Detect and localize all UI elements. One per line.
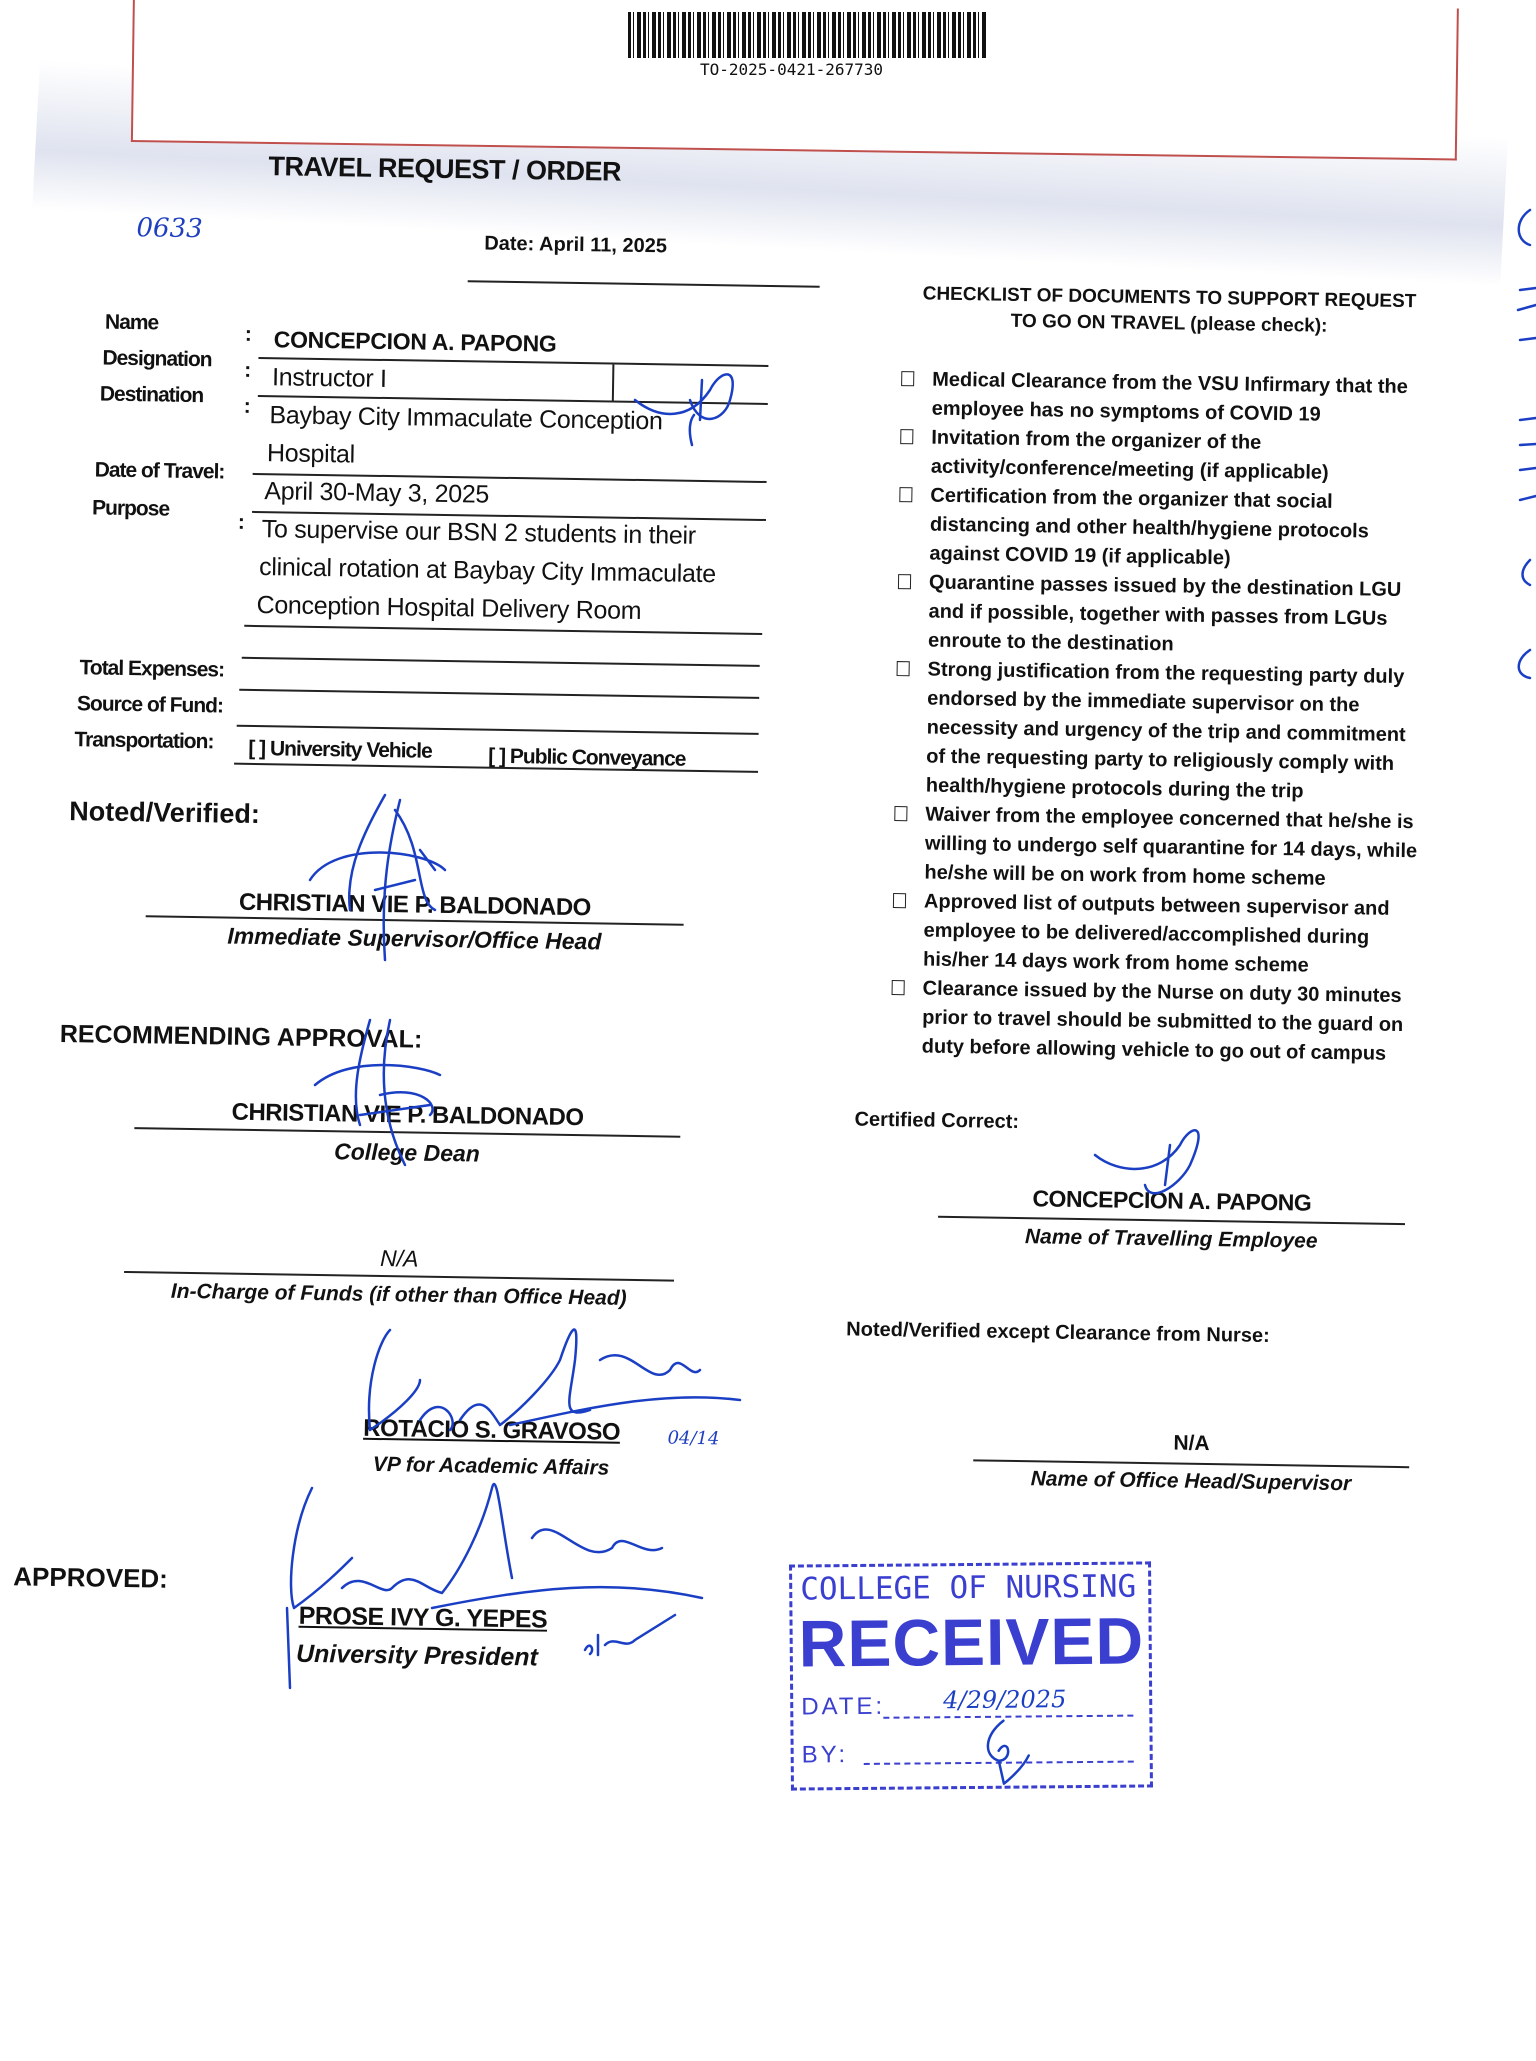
transportation-label: Transportation:: [74, 728, 214, 754]
dean-signature: [310, 1015, 460, 1175]
purpose-underline: [244, 625, 762, 635]
checklist-item-line: Invitation from the organizer of the: [931, 426, 1262, 454]
purpose-line-2: clinical rotation at Baybay City Immaculate: [258, 553, 717, 589]
purpose-line-1: To supervise our BSN 2 students in their: [261, 515, 697, 550]
approved-label: APPROVED:: [13, 1561, 169, 1594]
checklist-item-line: prior to travel should be submitted to the guard on: [922, 1006, 1404, 1037]
name-label: Name: [104, 310, 159, 335]
destination-label: Destination: [99, 382, 204, 408]
colon: :: [218, 460, 225, 484]
checklist-item-line: necessity and urgency of the trip and commitment: [926, 716, 1406, 747]
blank-line: [242, 657, 760, 667]
checklist-item-line: Clearance issued by the Nurse on duty 30 minutes: [922, 977, 1402, 1008]
colon: :: [243, 394, 250, 418]
stamp-office: COLLEGE OF NURSING: [800, 1568, 1137, 1608]
designation-label: Designation: [102, 346, 212, 372]
name-value: CONCEPCION A. PAPONG: [273, 326, 557, 357]
employee-role: Name of Travelling Employee: [1024, 1225, 1318, 1253]
checklist-item-line: distancing and other health/hygiene protocols: [929, 513, 1369, 543]
transport-option-university-vehicle[interactable]: [ ] University Vehicle: [248, 736, 432, 763]
signature-line: [938, 1216, 1405, 1225]
checklist-item-line: Waiver from the employee concerned that he/she is: [925, 803, 1414, 834]
checklist-checkbox[interactable]: [894, 806, 907, 821]
date-value: April 11, 2025: [538, 233, 668, 258]
funds-role: In-Charge of Funds (if other than Office Head): [170, 1279, 627, 1310]
checklist-title-line: TO GO ON TRAVEL (please check):: [1010, 310, 1328, 337]
checklist-item: [892, 887, 1493, 983]
checklist-item: [895, 655, 1497, 809]
stamp-received-by-signature: [973, 1715, 1034, 1786]
total-expenses-label: Total Expenses:: [79, 656, 225, 682]
stamp-status: RECEIVED: [798, 1603, 1145, 1681]
form-title: TRAVEL REQUEST / ORDER: [268, 151, 622, 187]
certified-correct-label: Certified Correct:: [854, 1108, 1020, 1134]
checklist-item-line: Certification from the organizer that social: [930, 484, 1333, 513]
purpose-line-3: Conception Hospital Delivery Room: [256, 591, 642, 626]
checklist-item-line: endorsed by the immediate supervisor on the: [927, 687, 1360, 717]
vp-name: ROTACIO S. GRAVOSO: [363, 1414, 621, 1446]
checklist-item-line: he/she will be on work from home scheme: [924, 861, 1326, 890]
checklist-checkbox[interactable]: [898, 574, 911, 589]
office-head-name: N/A: [1173, 1431, 1210, 1456]
checklist-checkbox[interactable]: [892, 980, 905, 995]
checklist-item-text: [926, 656, 1497, 810]
purpose-label: Purpose: [91, 496, 170, 521]
source-of-fund-label: Source of Fund:: [76, 692, 224, 718]
stamp-date-value: 4/29/2025: [943, 1685, 1067, 1715]
date-of-travel-value: April 30-May 3, 2025: [264, 477, 490, 509]
checklist-item-text: [921, 975, 1491, 1071]
supervisor-name: CHRISTIAN VIE P. BALDONADO: [238, 888, 592, 922]
president-role: University President: [295, 1639, 539, 1672]
received-stamp: [789, 1561, 1153, 1790]
president-initial-date: [580, 1610, 680, 1670]
designation-value: Instructor I: [271, 363, 387, 394]
checklist-item: [890, 974, 1491, 1070]
stamp-date-label: DATE:: [801, 1692, 886, 1721]
colon: :: [244, 358, 251, 382]
transport-option-public-conveyance[interactable]: [ ] Public Conveyance: [488, 744, 686, 771]
checklist-item-line: of the requesting party to religiously comply with: [926, 745, 1395, 775]
colon: :: [244, 322, 252, 346]
checklist-item: [898, 481, 1499, 577]
checklist-item-line: Approved list of outputs between supervisor and: [923, 890, 1390, 920]
checklist-item-line: and if possible, together with passes from LGUs: [928, 600, 1388, 630]
president-name: PROSE IVY G. YEPES: [298, 1601, 548, 1634]
checklist-item-line: health/hygiene protocols during the trip: [925, 774, 1304, 803]
checklist-item-text: [923, 888, 1493, 984]
total-expenses-field[interactable]: [239, 689, 759, 699]
vp-signature: [360, 1300, 750, 1450]
checklist-item-line: Strong justification from the requesting party duly: [927, 658, 1405, 689]
employee-initial-signature: [630, 360, 750, 450]
date-of-travel-label-text: Date of Travel: [94, 458, 219, 484]
source-of-fund-field[interactable]: [237, 725, 759, 735]
checklist-item-line: Quarantine passes issued by the destination LGU: [928, 571, 1402, 601]
recommending-approval-label: RECOMMENDING APPROVAL:: [59, 1019, 423, 1054]
checklist-item-line: employee to be delivered/accomplished during: [923, 919, 1370, 949]
noted-verified-label: Noted/Verified:: [69, 796, 261, 830]
checklist-checkbox[interactable]: [900, 429, 913, 444]
checklist-item-text: [924, 801, 1494, 897]
checklist-item-line: duty before allowing vehicle to go out of campus: [921, 1035, 1387, 1065]
stamp-by-label: BY:: [801, 1741, 849, 1769]
checklist-checkbox[interactable]: [901, 371, 914, 386]
checklist-item-line: activity/conference/meeting (if applicable): [930, 455, 1329, 484]
office-head-role: Name of Office Head/Supervisor: [1030, 1467, 1352, 1496]
checklist-item: [900, 423, 1501, 490]
checklist-checkbox[interactable]: [893, 893, 906, 908]
form-date: [484, 233, 667, 259]
checklist-checkbox[interactable]: [899, 487, 912, 502]
checklist-item-line: employee has no symptoms of COVID 19: [931, 397, 1321, 426]
funds-name: N/A: [379, 1245, 419, 1272]
destination-line-1: Baybay City Immaculate Conception: [269, 401, 663, 436]
date-underline: [468, 280, 820, 288]
checklist-title: [889, 281, 1450, 342]
checklist-item: [897, 568, 1498, 664]
supervisor-role: Immediate Supervisor/Office Head: [227, 922, 602, 955]
checklist-item-text: [929, 482, 1499, 578]
employee-signature: [1090, 1125, 1220, 1215]
checklist-item: [893, 800, 1494, 896]
checklist-item-text: [928, 569, 1498, 665]
checklist-item: [901, 365, 1502, 432]
checklist-item-line: Medical Clearance from the VSU Infirmary that the: [932, 368, 1409, 399]
dean-role: College Dean: [333, 1138, 481, 1167]
supervisor-signature: [305, 790, 455, 970]
checklist-item-text: [931, 424, 1501, 491]
nurse-clearance-label: Noted/Verified except Clearance from Nurse:: [846, 1318, 1270, 1348]
edge-ink-marks: [1510, 200, 1536, 680]
colon: :: [237, 510, 245, 534]
designation-divider: [612, 365, 615, 401]
checklist-item-line: against COVID 19 (if applicable): [929, 542, 1231, 570]
vp-initial-date: 04/14: [667, 1427, 720, 1450]
dean-name: CHRISTIAN VIE P. BALDONADO: [231, 1098, 584, 1132]
checklist-title-line: CHECKLIST OF DOCUMENTS TO SUPPORT REQUEST: [922, 283, 1417, 313]
checklist-item-line: enroute to the destination: [927, 629, 1174, 656]
destination-line-2: Hospital: [266, 439, 356, 469]
checklist-item-text: [932, 366, 1502, 433]
barcode-number: TO-2025-0421-267730: [700, 60, 884, 79]
checklist-checkbox[interactable]: [897, 661, 910, 676]
handwritten-control-number: 0633: [136, 213, 203, 245]
checklist-item-line: willing to undergo self quarantine for 14 days, while: [924, 832, 1418, 863]
checklist-item-line: his/her 14 days work from home scheme: [922, 948, 1309, 977]
date-label: Date:: [484, 232, 535, 256]
employee-name: CONCEPCION A. PAPONG: [1032, 1185, 1312, 1216]
date-of-travel-label: [94, 458, 224, 484]
vp-role: VP for Academic Affairs: [372, 1452, 610, 1480]
